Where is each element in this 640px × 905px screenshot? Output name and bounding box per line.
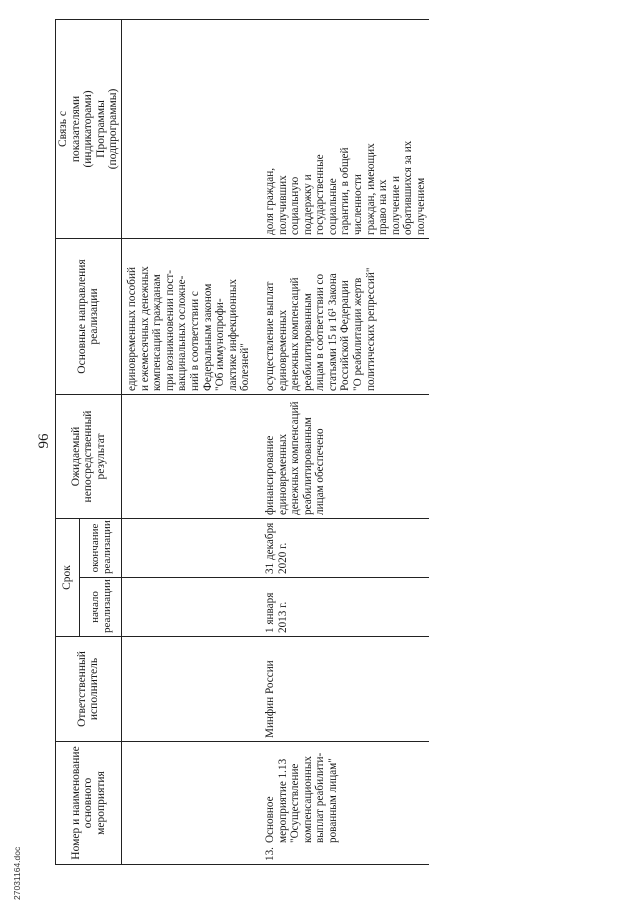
table-row-13 <box>258 19 429 864</box>
header-indicators-link: Связь с показателями (индикаторами) Программы (подпрограммы) <box>56 19 122 238</box>
row13-result: финансирование единовременных денежных компенсаций реабилитированным лицам обеспечено <box>258 394 429 518</box>
continuation-directions: единовременных пособий и ежемесячных денежных компенсаций гражданам при возникновении пост- вакцинальных осложне- ний в соответствии с Федеральным законом "Об иммунопрофи- лактике инфекционных болезней" <box>121 238 257 394</box>
row13-directions: осуществление выплат единовременных денежных компенсаций реабилитированным лицам в соответствии со статьями 15 и 16¹ Закона Российской Федерации "О реабилитации жертв политических репрессий" <box>258 238 429 394</box>
row13-executor: Минфин России <box>258 637 429 742</box>
header-term: Срок <box>56 518 80 636</box>
row13-number: 13. <box>263 847 276 861</box>
table-row-continuation <box>121 19 257 864</box>
header-executor: Ответственный исполнитель <box>56 637 122 742</box>
row13-start: 1 января 2013 г. <box>258 578 429 637</box>
measures-table <box>55 19 429 865</box>
row13-name: 13.Основное мероприятие 1.13 "Осуществление компенсационных выплат реабилити- рованным лицам" <box>258 742 429 865</box>
header-term-start: начало реализации <box>80 578 122 637</box>
header-term-end: окончание реализации <box>80 518 122 577</box>
file-name: 27031164.doc <box>12 846 22 900</box>
row13-indicators: доля граждан, получивших социальную поддержку и государственные социальные гарантии, в общей численности граждан, имеющих право на их получение и обратившихся за их получением <box>258 19 429 238</box>
row13-end: 31 декабря 2020 г. <box>258 518 429 577</box>
page-number: 96 <box>36 433 52 449</box>
header-row <box>56 19 80 864</box>
header-expected-result: Ожидаемый непосредственный результат <box>56 394 122 518</box>
header-directions: Основные направления реализации <box>56 238 122 394</box>
header-number-name: Номер и наименование основного мероприятия <box>56 742 122 865</box>
